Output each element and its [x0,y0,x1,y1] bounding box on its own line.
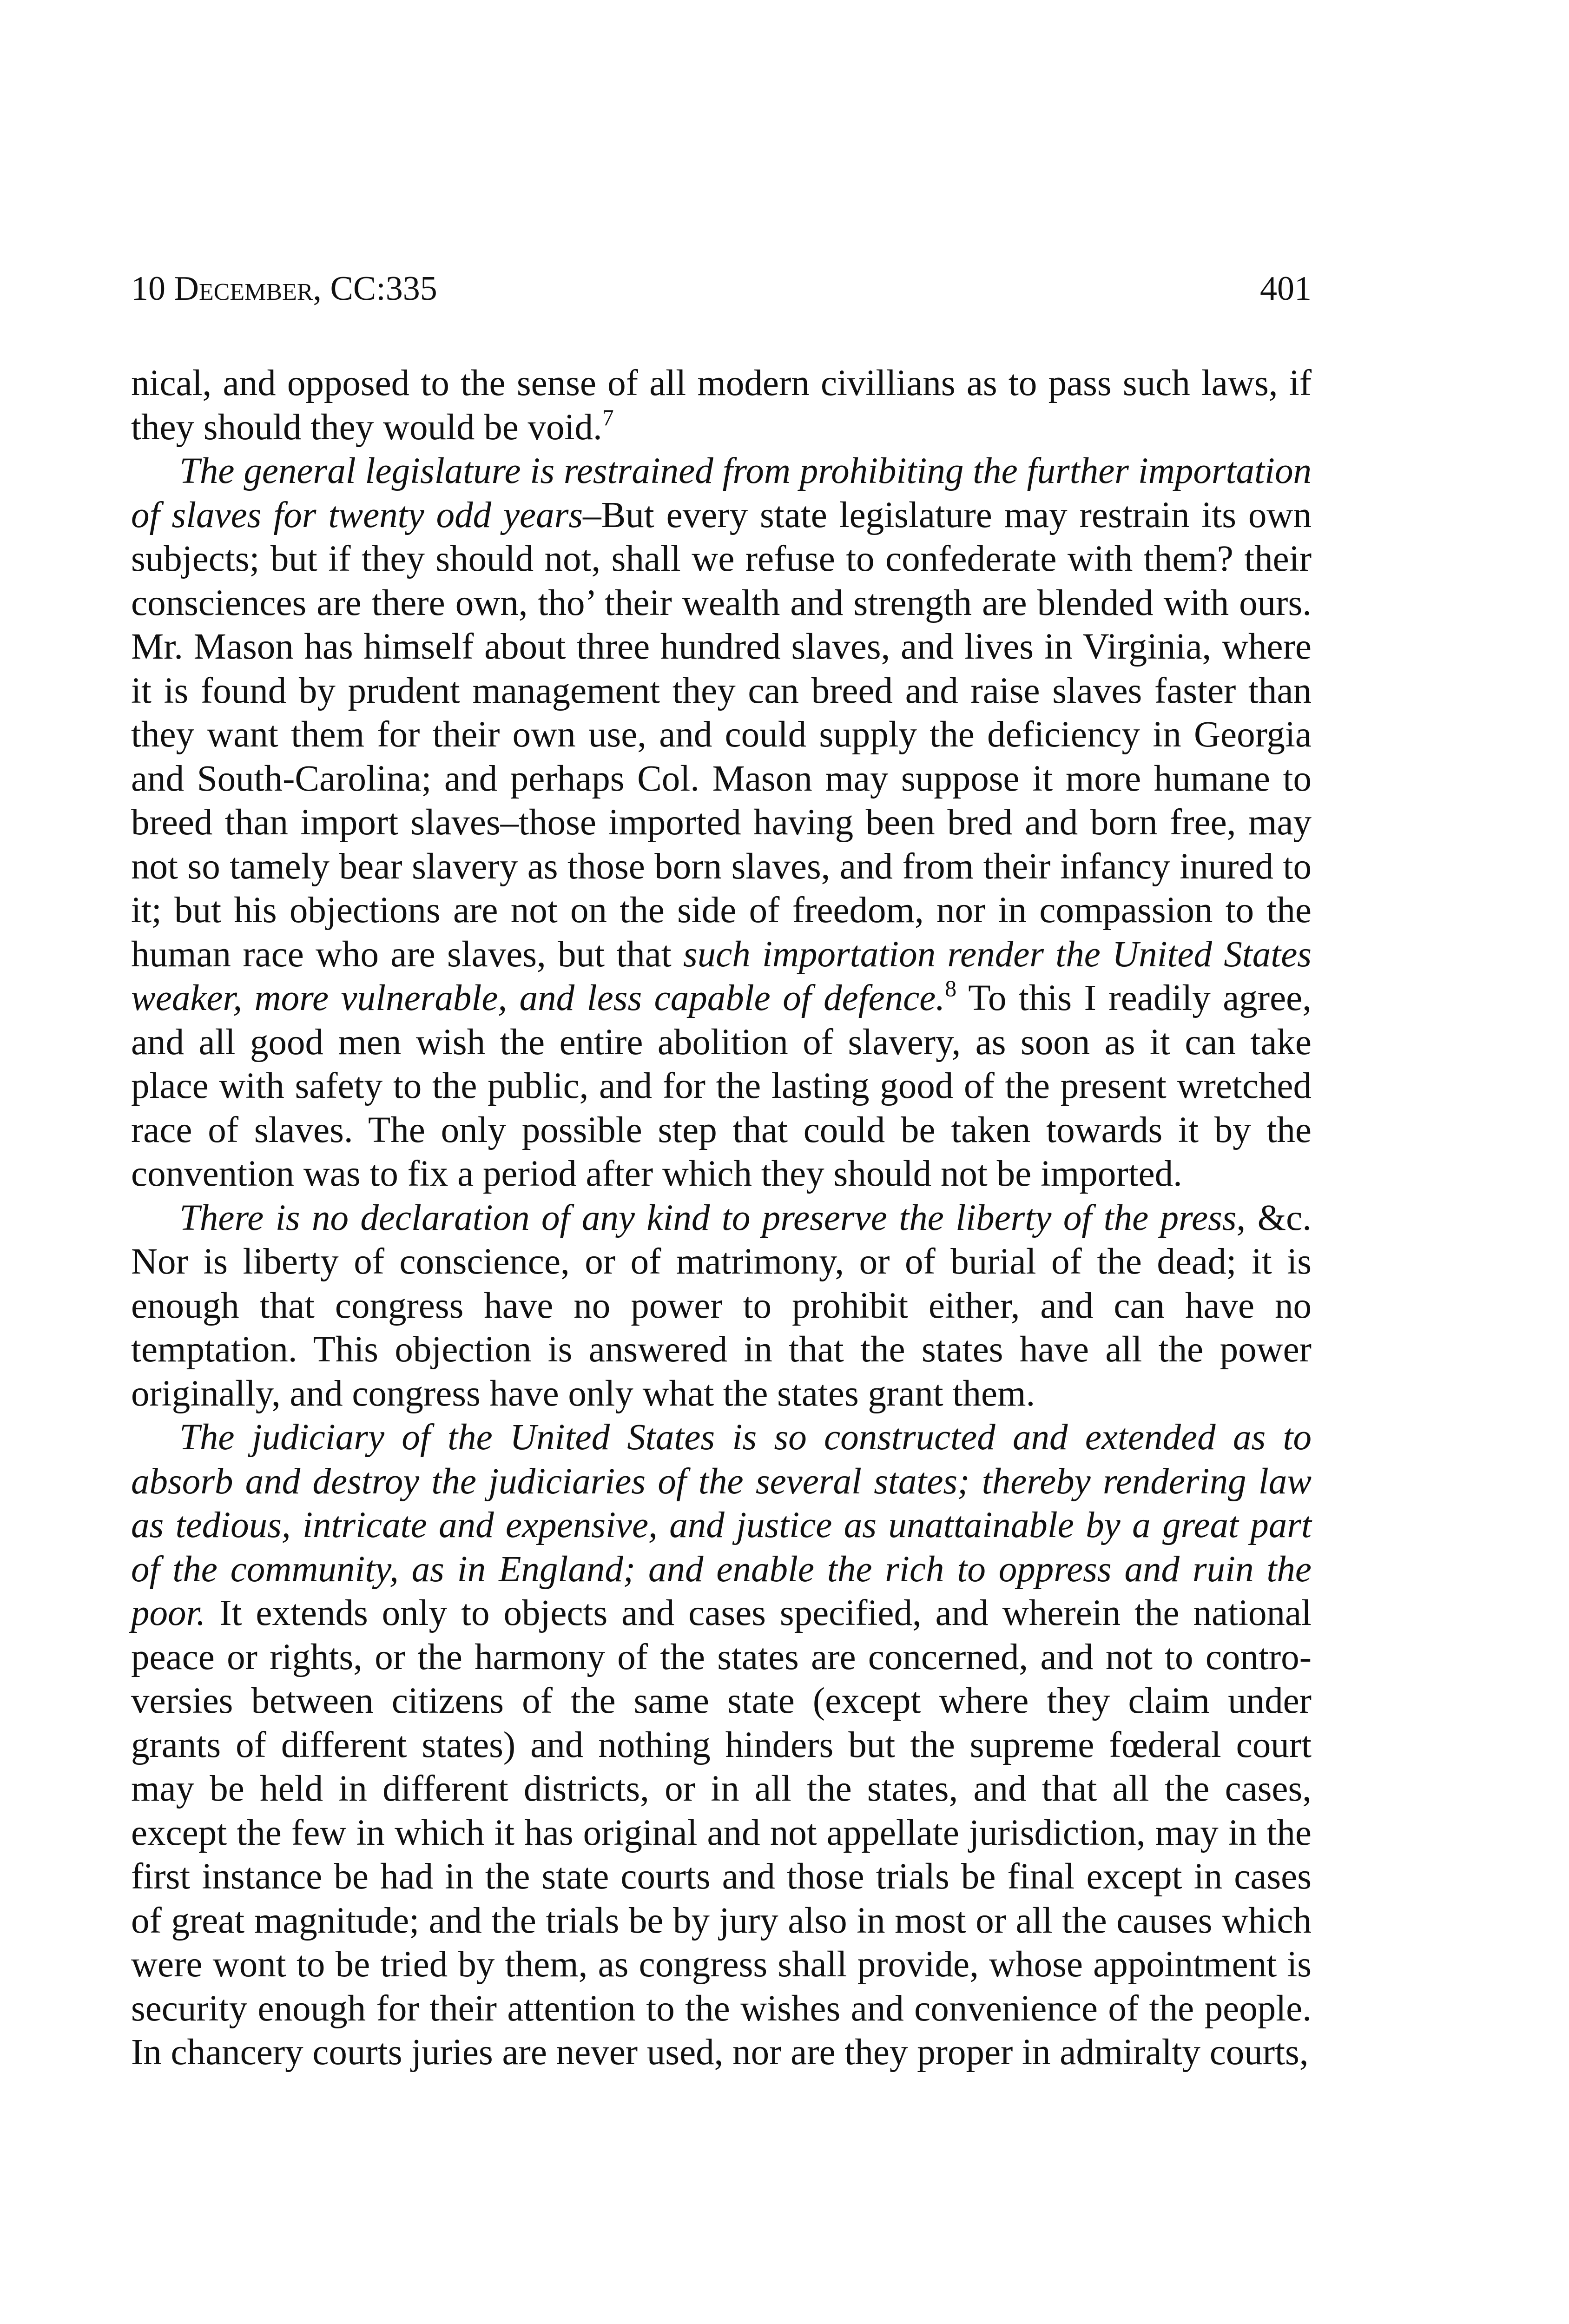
paragraph-text: –But every state legislature may restrain its own subjects; but if they should not, shall we refuse to confederate with them? their consciences are there own, tho’ their wealth and strength are blended with ours. Mr. Mason has himself about three hundred slaves, and lives in Virginia, where it is found by prudent management they can breed and raise slaves faster than they want them for their own use, and could supply the deficiency in Georgia and South-Carolina; and perhaps Col. Mason may suppose it more humane to breed than import slaves–those imported having been bred and born free, may not so tamely bear slavery as those born slaves, and from their infancy inured to it; but his objections are not on the side of freedom, nor in compassion to the human race who are slaves, but that [131,495,1312,975]
paragraph-p3 [131,1196,1312,1416]
paragraph-text: nical, and opposed to the sense of all modern civillians as to pass such laws, if they should they would be void. [131,363,1312,448]
page-number: 401 [1260,270,1312,308]
paragraph-text: To this I readily agree, and all good men wish the entire abolition of slavery, as soon as it can take place with safety to the public, and for the lasting good of the present wretched race of slaves. The only possible step that could be taken towards it by the convention was to fix a period after which they should not be imported. [131,978,1312,1194]
footnote-marker: 7 [602,404,614,430]
italic-quotation: such importation render the United States weaker, more vulnerable, and less capable of defence. [131,934,1312,1018]
page-header [131,263,1312,314]
body-text [131,362,1312,2075]
paragraph-p1 [131,362,1312,449]
italic-quotation: The general legislature is restrained from prohibiting the further importation of slaves for twenty odd years [131,451,1312,535]
italic-quotation: The judiciary of the United States is so constructed and extended as to absorb and destroy the judiciaries of the several states; thereby rendering law as tedious, intricate and expensive, and justice as unattainable by a great part of the community, as in England; and enable the rich to oppress and ruin the poor. [131,1417,1312,1633]
italic-quotation: There is no declaration of any kind to preserve the liberty of the press [179,1197,1237,1238]
paragraph-p4 [131,1416,1312,2075]
paragraph-text: , &c. Nor is liberty of conscience, or of matrimony, or of burial of the dead; it is enough that congress have no power to prohibit either, and can have no temptation. This objection is answered in that the states have all the power originally, and congress have only what the states grant them. [131,1197,1312,1414]
footnote-marker: 8 [945,975,957,1001]
running-head-month: December [174,270,313,308]
running-head-day: 10 [131,270,165,308]
running-head-document-ref: , CC:335 [313,270,437,308]
running-head [131,263,437,314]
paragraph-p2 [131,449,1312,1196]
paragraph-text: It extends only to objects and cases specified, and wherein the national peace or rights, or the harmony of the states are concerned, and not to controversies between citizens of the same state (except where they claim under grants of different states) and nothing hinders but the supreme fœderal court may be held in different districts, or in all the states, and that all the cases, except the few in which it has original and not appellate jurisdiction, may in the first instance be had in the state courts and those trials be final except in cases of great magnitude; and the trials be by jury also in most or all the causes which were wont to be tried by them, as congress shall provide, whose appointment is security enough for their attention to the wishes and convenience of the people. In chancery courts juries are never used, nor are they proper in admiralty courts, [131,1593,1312,2073]
